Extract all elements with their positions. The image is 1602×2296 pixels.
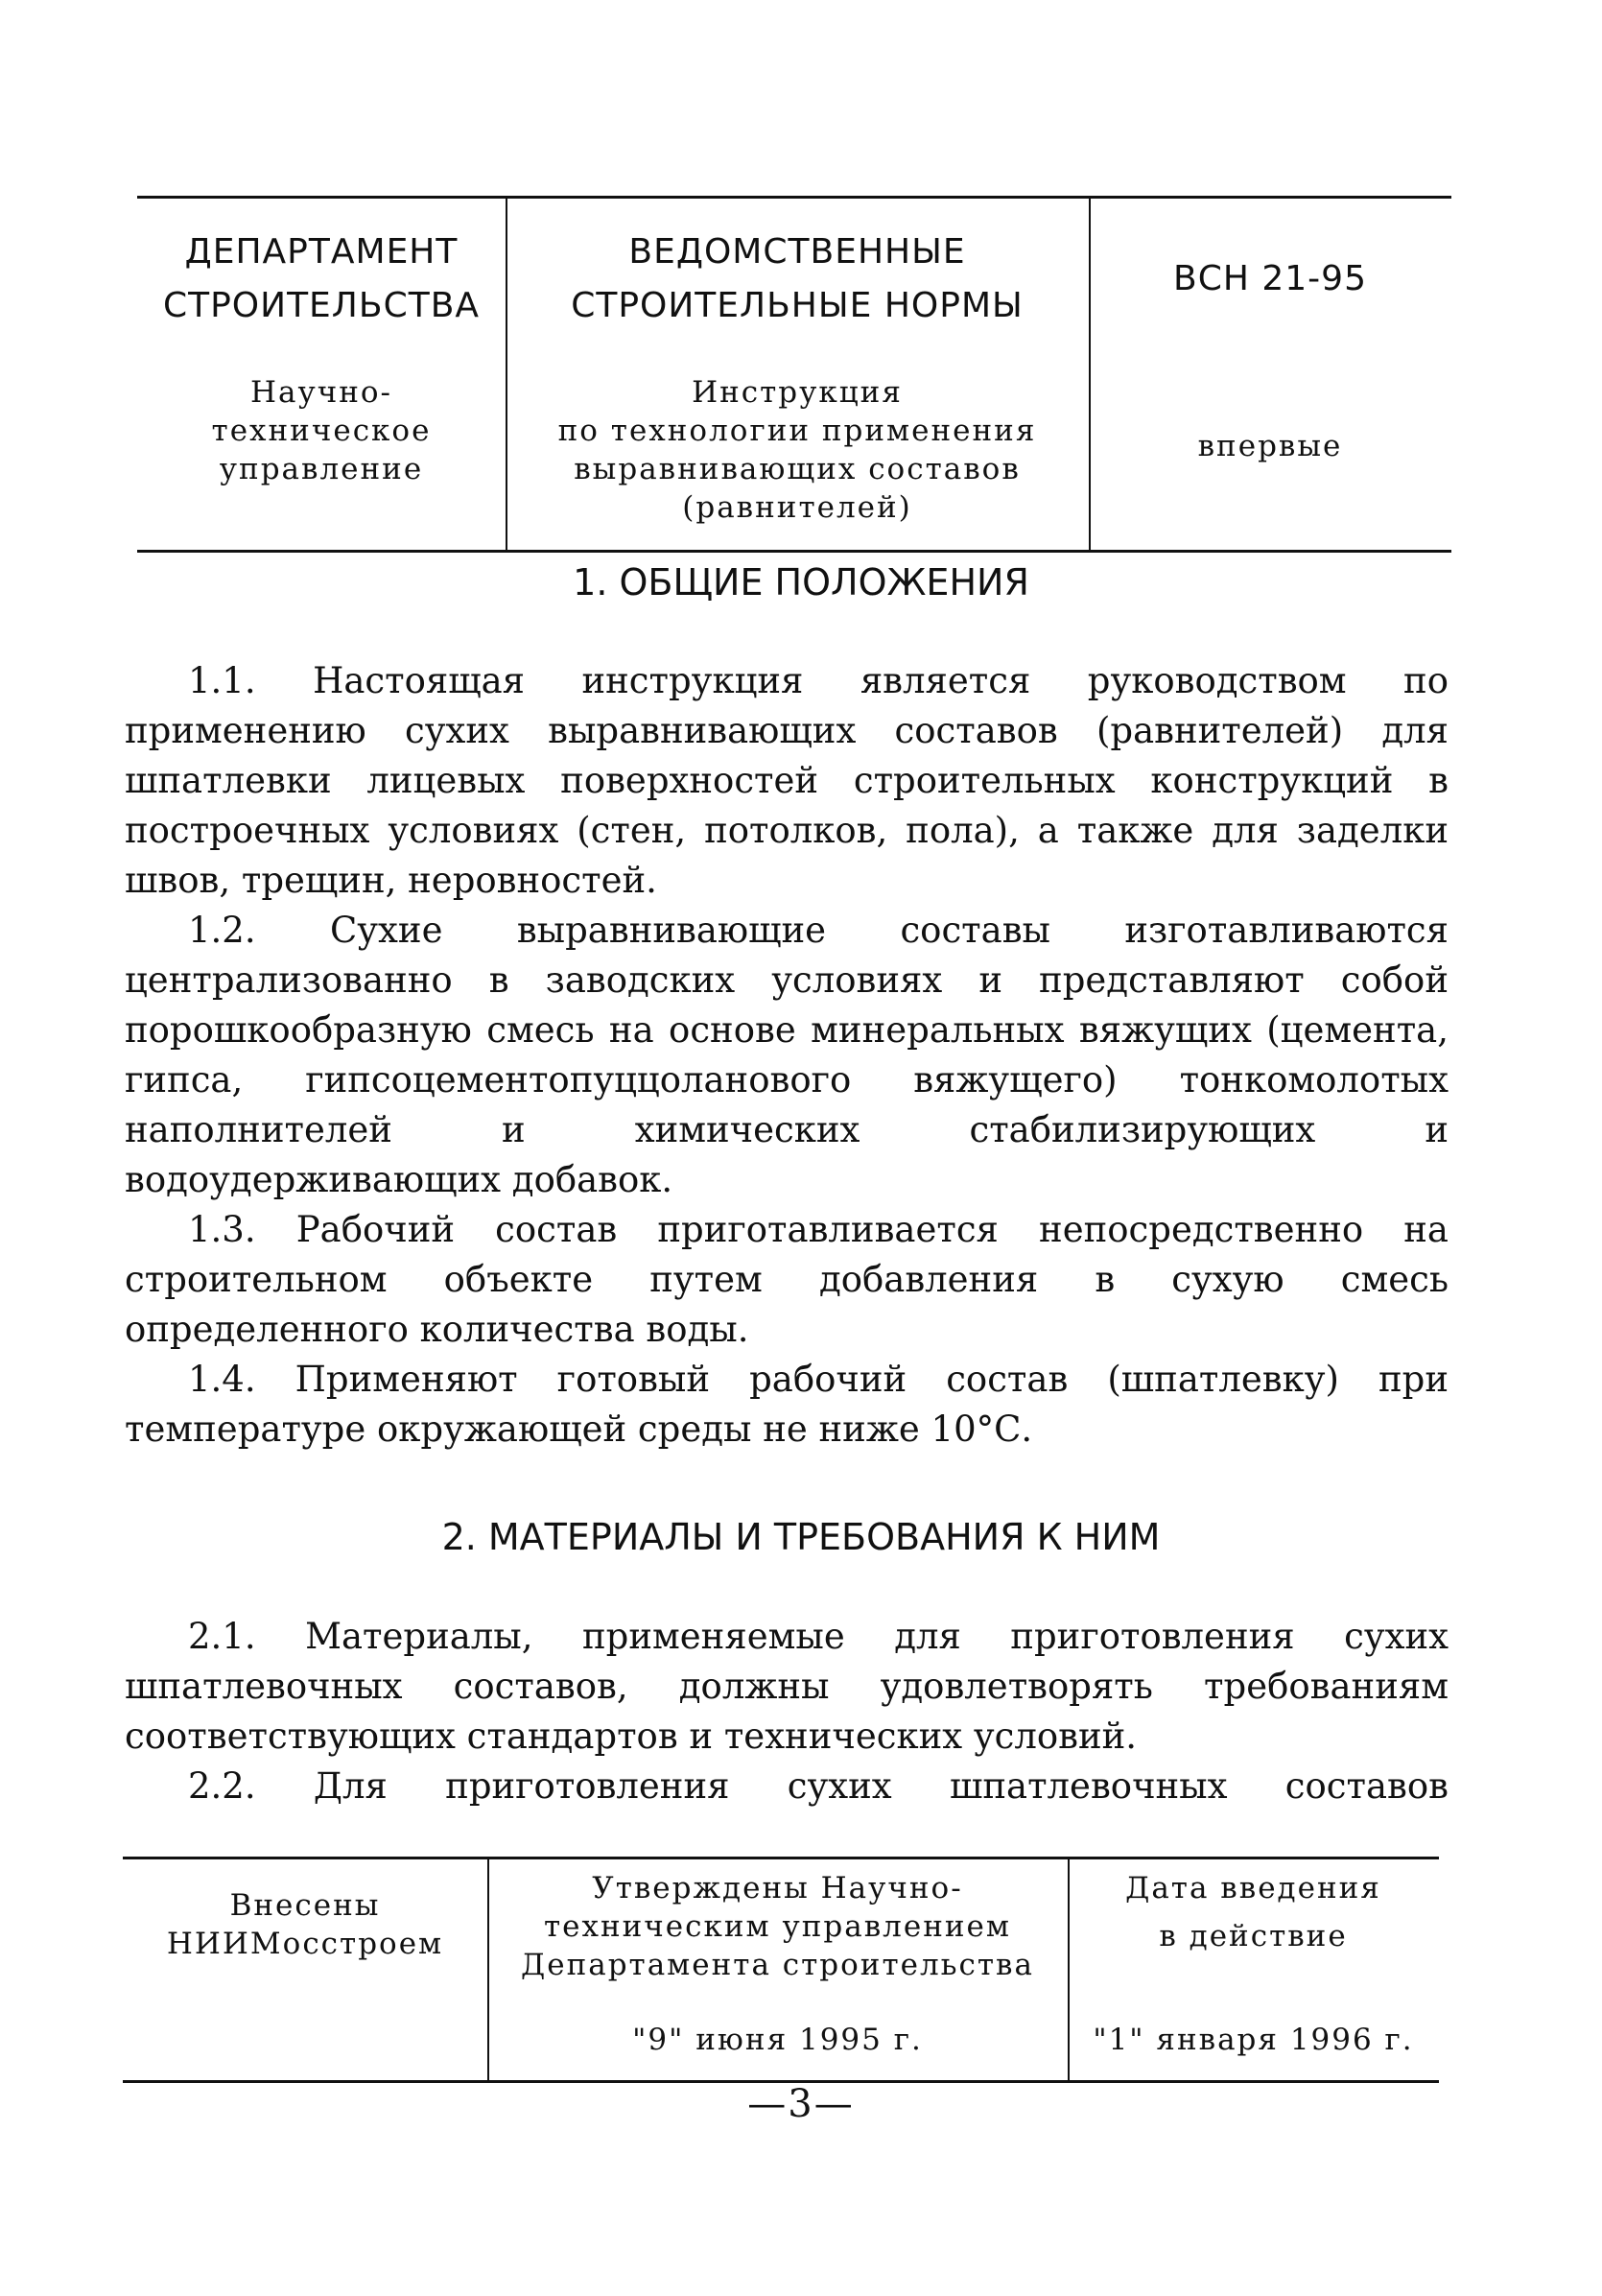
effective-date-label: Дата введения в действие (1125, 1871, 1381, 1953)
paragraph-2-2: 2.2. Для приготовления сухих шпатлевочных составов (188, 1765, 1449, 1807)
page-number: —3— (747, 2082, 855, 2126)
paragraph-1-2: 1.2. Сухие выравнивающие составы изготавливаются централизованно в заводских условиях и представляют собой порошкообразную смесь на основе минеральных вяжущих (цемента, гипса, гипсоцементопуццоланового вяжущего) тонкомолотых наполнителей и химических стабилизирующих и водоудерживающих добавок. (125, 910, 1449, 1200)
paragraph-1-3: 1.3. Рабочий состав приготавливается непосредственно на строительном объекте путем добавления в сухую смесь определенного количества воды. (125, 1209, 1449, 1350)
section-2-title: 2. МАТЕРИАЛЫ И ТРЕБОВАНИЯ К НИМ (441, 1516, 1161, 1558)
paragraph-1-1: 1.1. Настоящая инструкция является руководством по применению сухих выравнивающих составов (равнителей) для шпатлевки лицевых поверхностей строительных конструкций в построечных условиях (стен, потолков, пола), а также для заделки швов, трещин, неровностей. (125, 660, 1449, 901)
document-title: Инструкция по технологии применения выравнивающих составов (равнителей) (557, 375, 1037, 525)
approved-by: Утверждены Научно- техническим управлением Департамента строительства (521, 1871, 1034, 1982)
introduced-by: Внесены НИИМосстроем (166, 1888, 444, 1961)
organization-name: Научно- техническое управление (211, 375, 432, 486)
section-1-title: 1. ОБЩИЕ ПОЛОЖЕНИЯ (573, 561, 1029, 604)
paragraph-2-1: 2.1. Материалы, применяемые для приготовления сухих шпатлевочных составов, должны удовлетворять требованиям соответствующих стандартов и технических условий. (125, 1616, 1449, 1757)
header-table (137, 196, 1451, 553)
paragraph-1-4: 1.4. Применяют готовый рабочий состав (шпатлевку) при температуре окружающей среды не ниже 10°С. (125, 1359, 1449, 1450)
header-divider (1089, 199, 1091, 550)
department-name: ДЕПАРТАМЕНТ СТРОИТЕЛЬСТВА (162, 232, 481, 325)
footer-table (123, 1857, 1439, 2083)
document-code: ВСН 21-95 (1173, 259, 1367, 298)
effective-date: "1" января 1996 г. (1093, 2023, 1414, 2057)
approved-date: "9" июня 1995 г. (632, 2023, 923, 2057)
document-status: впервые (1197, 429, 1343, 463)
norms-type: ВЕДОМСТВЕННЫЕ СТРОИТЕЛЬНЫЕ НОРМЫ (571, 232, 1024, 325)
